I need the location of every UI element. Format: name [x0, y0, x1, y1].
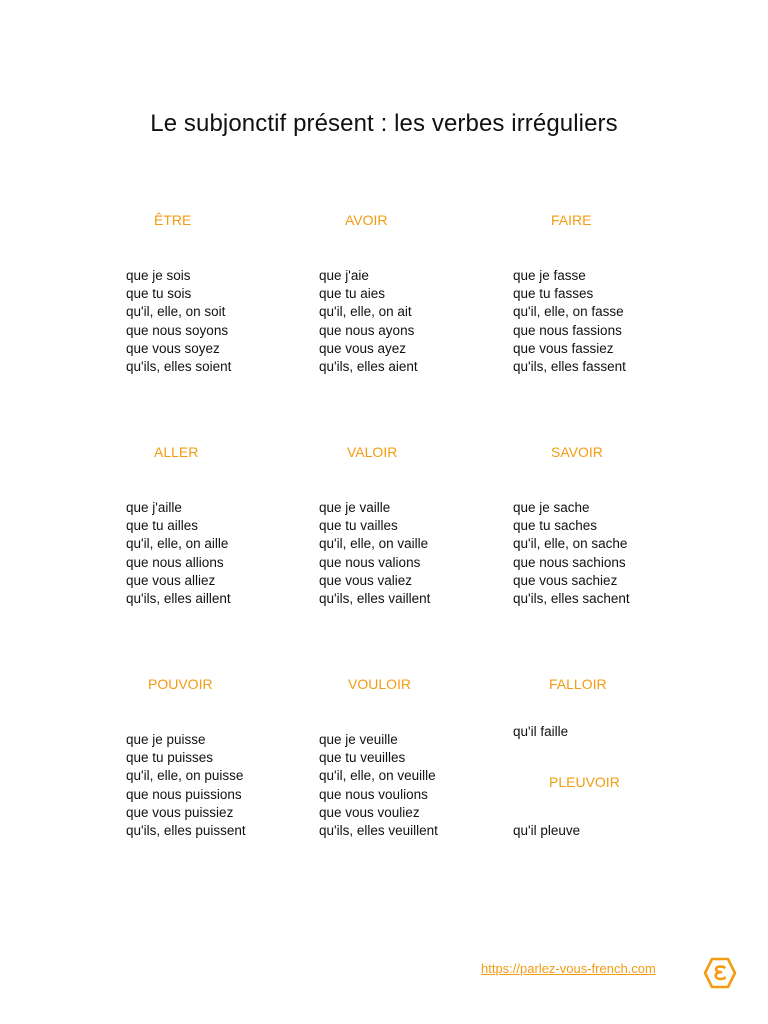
verb-heading: FALLOIR [549, 676, 607, 692]
conjugation-line: que tu veuilles [319, 750, 406, 766]
conjugation-list [126, 731, 246, 840]
conjugation-list [513, 267, 626, 376]
conjugation-line: que je fasse [513, 268, 586, 283]
conjugation-line: qu'ils, elles puissent [126, 823, 246, 839]
conjugation-line: qu'il, elle, on veuille [319, 768, 436, 784]
conjugation-line: que vous alliez [126, 572, 216, 588]
conjugation-line: qu'ils, elles sachent [513, 591, 630, 607]
conjugation-line: qu'il, elle, on aille [126, 536, 229, 552]
conjugation-line: qu'il, elle, on soit [126, 304, 226, 320]
conjugation-line: que j'aie [319, 268, 369, 283]
conjugation-line: que nous voulions [319, 786, 428, 802]
conjugation-line: qu'il pleuve [513, 823, 581, 838]
conjugation-line: que tu ailles [126, 518, 199, 534]
conjugation-line: qu'ils, elles veuillent [319, 823, 438, 839]
website-link[interactable]: https://parlez-vous-french.com [481, 961, 656, 976]
conjugation-line: qu'il, elle, on vaille [319, 536, 429, 552]
verb-heading: VALOIR [347, 444, 398, 460]
conjugation-line: que vous fassiez [513, 340, 614, 356]
conjugation-line: que j'aille [126, 500, 182, 515]
conjugation-list [319, 499, 430, 608]
conjugation-line: que nous valions [319, 554, 421, 570]
conjugation-line: que tu sois [126, 286, 192, 302]
conjugation-line: que tu aies [319, 286, 386, 302]
conjugation-list [126, 499, 231, 608]
conjugation-list [319, 267, 418, 376]
verb-heading: SAVOIR [551, 444, 603, 460]
verb-heading: POUVOIR [148, 676, 213, 692]
conjugation-line: que nous soyons [126, 322, 229, 338]
verb-heading: AVOIR [345, 212, 388, 228]
conjugation-line: qu'ils, elles soient [126, 359, 232, 375]
conjugation-line: que nous allions [126, 554, 224, 570]
conjugation-line: qu'il, elle, on ait [319, 304, 412, 320]
epsilon-hexagon-icon [703, 956, 737, 990]
verb-heading: PLEUVOIR [549, 774, 620, 790]
conjugation-line: que je veuille [319, 732, 398, 747]
conjugation-line: que je puisse [126, 732, 206, 747]
conjugation-line: qu'il, elle, on fasse [513, 304, 624, 320]
conjugation-line: que vous puissiez [126, 804, 234, 820]
conjugation-line: que vous vouliez [319, 804, 420, 820]
conjugation-line: que je sache [513, 500, 590, 515]
conjugation-line: que nous sachions [513, 554, 626, 570]
conjugation-line: que tu fasses [513, 286, 594, 302]
verb-heading: ÊTRE [154, 212, 192, 228]
conjugation-line: que nous ayons [319, 322, 415, 338]
conjugation-line: que vous sachiez [513, 572, 618, 588]
conjugation-line: que je vaille [319, 500, 391, 515]
conjugation-line: qu'il faille [513, 724, 569, 739]
conjugation-line: qu'ils, elles aillent [126, 591, 231, 607]
verb-heading: ALLER [154, 444, 199, 460]
conjugation-line: que je sois [126, 268, 191, 283]
conjugation-line: que tu vailles [319, 518, 398, 534]
conjugation-line: que vous soyez [126, 340, 220, 356]
conjugation-line: que nous fassions [513, 322, 622, 338]
conjugation-list [513, 499, 630, 608]
conjugation-line: qu'ils, elles aient [319, 359, 418, 375]
conjugation-line: que vous ayez [319, 340, 407, 356]
verb-heading: VOULOIR [348, 676, 412, 692]
conjugation-list [126, 267, 231, 376]
conjugation-line: qu'ils, elles vaillent [319, 591, 431, 607]
conjugation-line: que nous puissions [126, 786, 242, 802]
page-title: Le subjonctif présent : les verbes irréguliers [150, 110, 618, 137]
conjugation-line: qu'il, elle, on sache [513, 536, 628, 552]
conjugation-line: qu'il, elle, on puisse [126, 768, 244, 784]
conjugation-line: qu'ils, elles fassent [513, 359, 626, 375]
conjugation-line: que tu puisses [126, 750, 214, 766]
verb-heading: FAIRE [551, 212, 592, 228]
conjugation-list [319, 731, 438, 840]
conjugation-line: que tu saches [513, 518, 598, 534]
conjugation-line: que vous valiez [319, 572, 413, 588]
